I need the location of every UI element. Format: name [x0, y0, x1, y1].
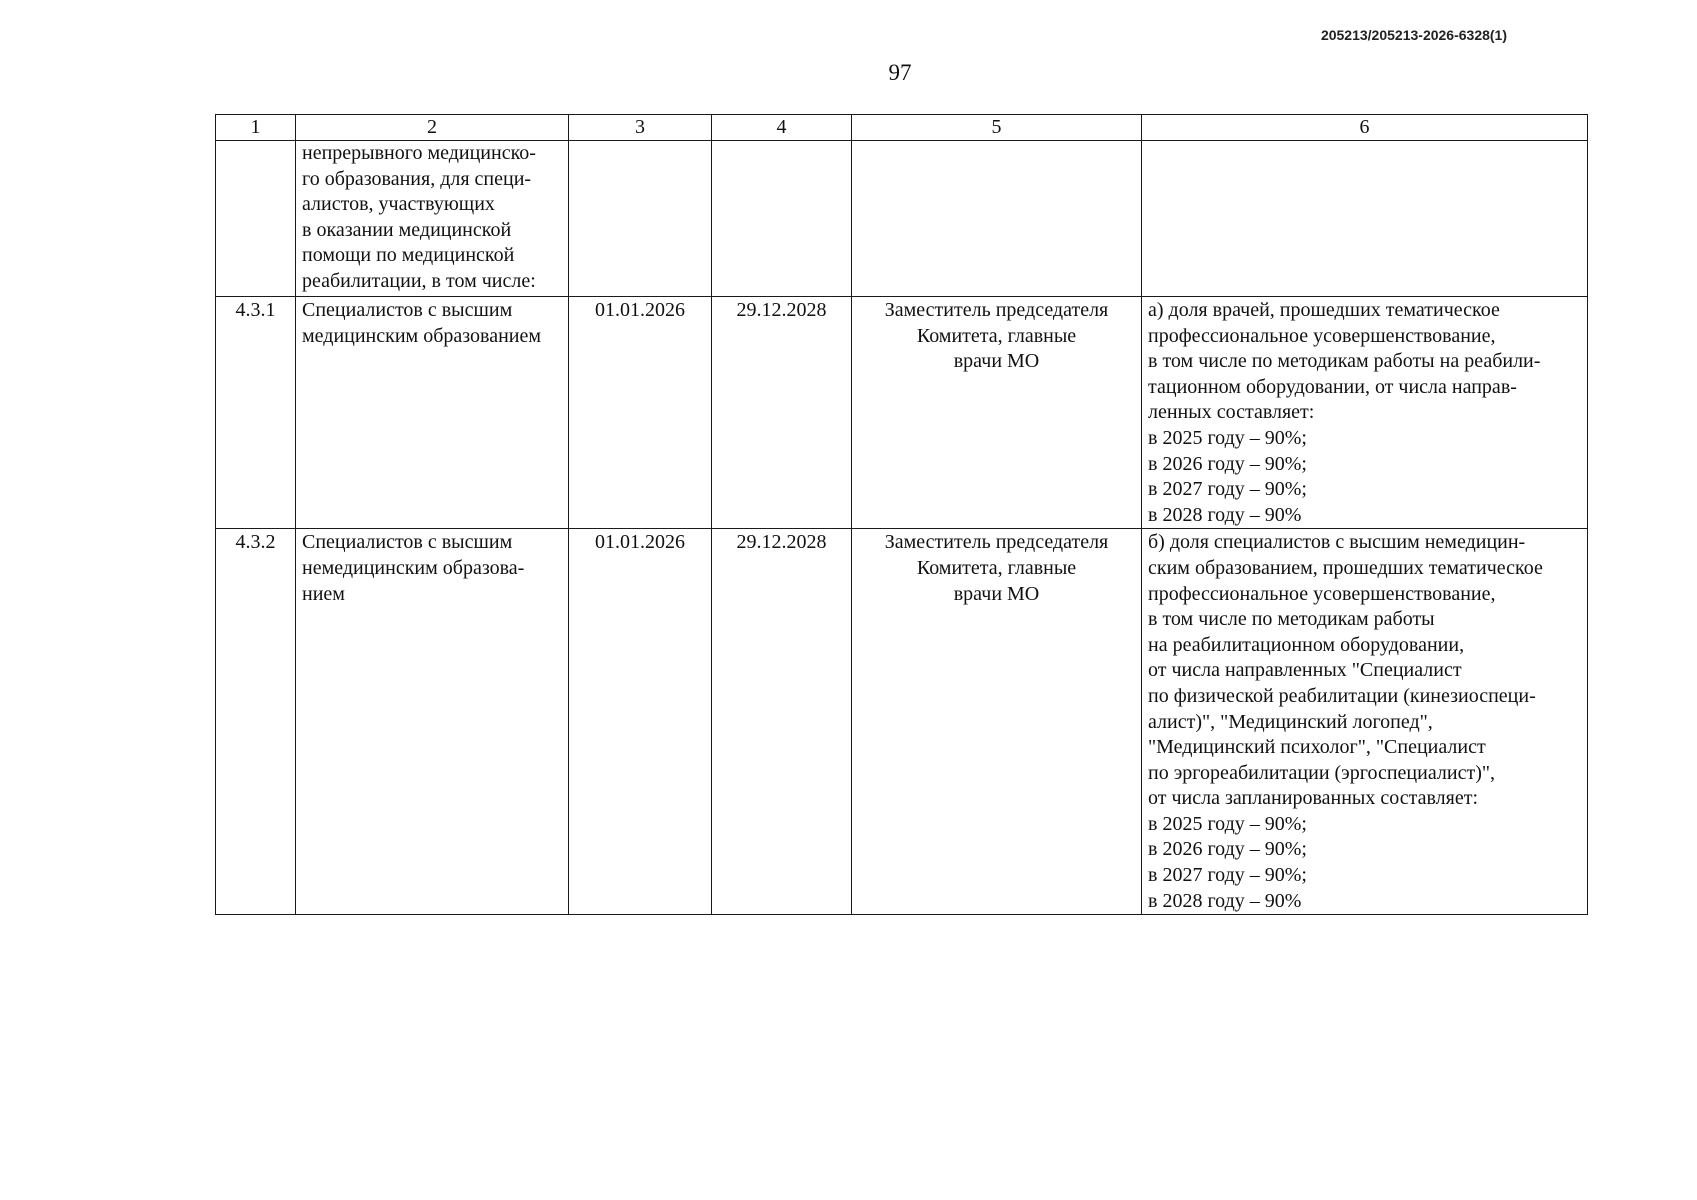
column-header: 5 — [852, 115, 1142, 141]
measure-name-cell: непрерывного медицинско- го образования, для специ- алистов, участвующих в оказании медицинской помощи по медицинской реабилитации, в том числе: — [296, 141, 569, 297]
row-number-cell: 4.3.2 — [216, 529, 296, 915]
indicator-cell: а) доля врачей, прошедших тематическое профессиональное усовершенствование, в том числе по методикам работы на реабили- тационном оборудовании, от числа направ- ленных составляет: в 2025 году – 90%; в 2026 году – 90%; в 2027 году – 90%; в 2028 году – 90% — [1142, 297, 1588, 529]
responsible-cell: Заместитель председателя Комитета, главные врачи МО — [852, 297, 1142, 529]
start-date-cell: 01.01.2026 — [569, 297, 712, 529]
measures-table — [215, 114, 1588, 915]
measure-name-cell: Специалистов с высшим медицинским образованием — [296, 297, 569, 529]
column-header: 3 — [569, 115, 712, 141]
responsible-cell — [852, 141, 1142, 297]
end-date-cell: 29.12.2028 — [712, 529, 852, 915]
column-header: 4 — [712, 115, 852, 141]
row-number-cell — [216, 141, 296, 297]
indicator-cell: б) доля специалистов с высшим немедицин- ским образованием, прошедших тематическое профессиональное усовершенствование, в том числе по методикам работы на реабилитационном оборудовании, от числа направленных "Специалист по физической реабилитации (кинезиоспеци- алист)", "Медицинский логопед", "Медицинский психолог", "Специалист по эргореабилитации (эргоспециалист)", от числа запланированных составляет: в 2025 году – 90%; в 2026 году – 90%; в 2027 году – 90%; в 2028 году – 90% — [1142, 529, 1588, 915]
responsible-cell: Заместитель председателя Комитета, главные врачи МО — [852, 529, 1142, 915]
column-header: 6 — [1142, 115, 1588, 141]
document-id: 205213/205213-2026-6328(1) — [1320, 27, 1507, 43]
indicator-cell — [1142, 141, 1588, 297]
table-row — [216, 529, 1588, 915]
column-header: 2 — [296, 115, 569, 141]
measure-name-cell: Специалистов с высшим немедицинским образова- нием — [296, 529, 569, 915]
column-header: 1 — [216, 115, 296, 141]
start-date-cell — [569, 141, 712, 297]
start-date-cell: 01.01.2026 — [569, 529, 712, 915]
row-number-cell: 4.3.1 — [216, 297, 296, 529]
end-date-cell — [712, 141, 852, 297]
table-row — [216, 141, 1588, 297]
table-row — [216, 297, 1588, 529]
table-header-row — [216, 115, 1588, 141]
end-date-cell: 29.12.2028 — [712, 297, 852, 529]
page-number: 97 — [888, 60, 912, 85]
